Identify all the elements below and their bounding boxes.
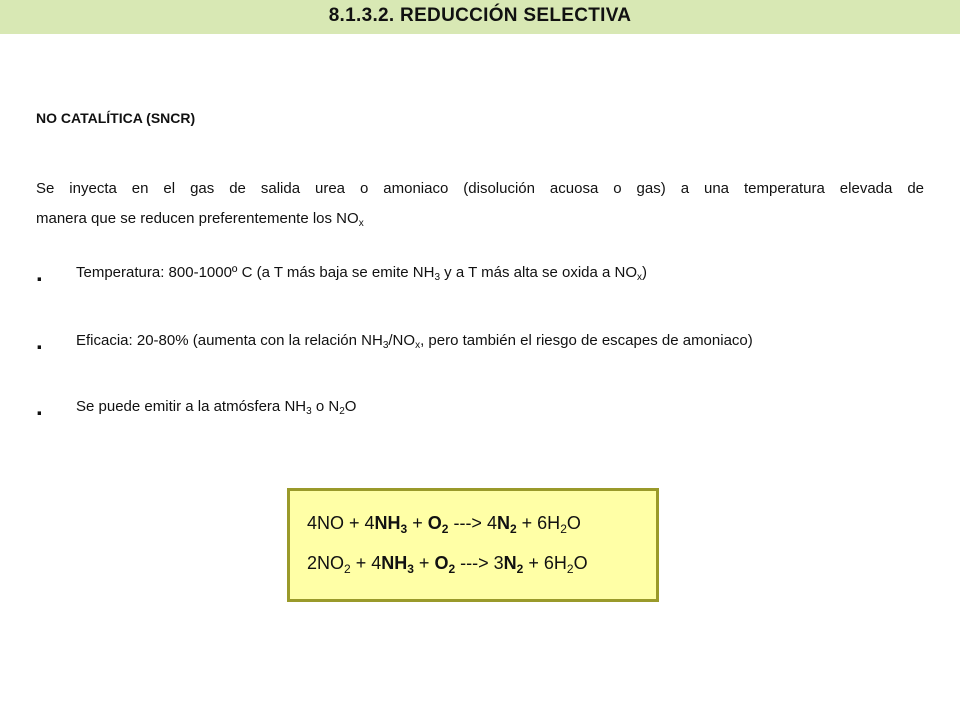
bullet-marker: . [36, 394, 43, 421]
bullet-text: Se puede emitir a la atmósfera $NH_3$ o $N_2O$ [76, 398, 357, 417]
intro-paragraph [36, 174, 924, 239]
bullet-marker: . [36, 260, 43, 287]
bullet-marker: . [36, 328, 43, 355]
equations-box [287, 488, 659, 602]
intro-line-1: Se inyecta en el gas de salida urea o amoniaco (disolución acuosa o gas) a una temperatura elevada de [36, 180, 924, 197]
bullet-text: Eficacia: 20-80% (aumenta con la relación $NH_3/NO_x$, pero también el riesgo de escapes de amoniaco) [76, 332, 753, 351]
bullet-text: Temperatura: 800-1000º C (a T más baja se emite $NH_3$ y a T más alta se oxida a $NO_x$) [76, 264, 648, 283]
intro-line-2: manera que se reducen preferentemente los $NO_x$ [36, 210, 364, 229]
equation-1: $4NO + 4NH_3 + O_2$ ---> $4N_2 + 6H_2O$ [307, 513, 581, 536]
equation-2: $2NO_2 + 4NH_3 + O_2$ ---> $3N_2 + 6H_2O$ [307, 553, 588, 576]
section-heading: NO CATALÍTICA (SNCR) [36, 110, 196, 126]
page-title: 8.1.3.2. REDUCCIÓN SELECTIVA [328, 5, 632, 26]
